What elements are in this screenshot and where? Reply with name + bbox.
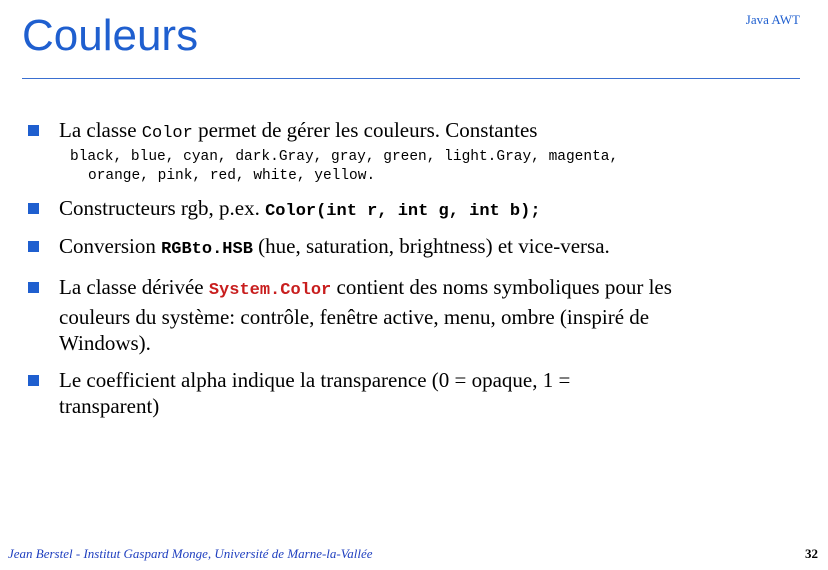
footer-author: Jean Berstel - Institut Gaspard Monge, Université de Marne-la-Vallée bbox=[8, 546, 373, 561]
code-system-color: System.Color bbox=[208, 281, 332, 300]
bullet-text: La classe Color permet de gérer les couleurs. Constantes bbox=[59, 118, 538, 143]
constants-line-2: orange, pink, red, white, yellow. bbox=[88, 168, 376, 184]
bullet-conversion bbox=[28, 233, 610, 263]
square-bullet-icon bbox=[28, 241, 39, 252]
square-bullet-icon bbox=[28, 375, 39, 386]
bullet-system-color bbox=[28, 274, 728, 356]
page-number: 32 bbox=[805, 546, 818, 561]
bullet-text: Constructeurs rgb, p.ex. Color(int r, int g, int b); bbox=[59, 196, 541, 221]
square-bullet-icon bbox=[28, 282, 39, 293]
header-label: Java AWT bbox=[745, 12, 800, 27]
bullet-text: Conversion RGBto.HSB (hue, saturation, brightness) et vice-versa. bbox=[59, 234, 610, 259]
square-bullet-icon bbox=[28, 203, 39, 214]
code-color: Color bbox=[141, 124, 193, 143]
slide-title: Couleurs bbox=[22, 11, 199, 60]
title-divider bbox=[22, 78, 800, 79]
bullet-alpha bbox=[28, 367, 668, 419]
constants-list bbox=[70, 148, 618, 186]
bullet-constructors bbox=[28, 195, 541, 225]
bullet-text: La classe dérivée System.Color contient des noms symboliques pour les couleurs du système: contrôle, fenêtre active, menu, ombre (inspiré de Windows). bbox=[59, 275, 672, 355]
bullet-text: Le coefficient alpha indique la transparence (0 = opaque, 1 = transparent) bbox=[59, 368, 571, 418]
code-constructor: Color(int r, int g, int b); bbox=[265, 202, 541, 221]
square-bullet-icon bbox=[28, 125, 39, 136]
constants-line-1: black, blue, cyan, dark.Gray, gray, green, light.Gray, magenta, bbox=[70, 149, 619, 165]
bullet-color-class bbox=[28, 117, 537, 147]
code-rgbtohsb: RGBto.HSB bbox=[161, 240, 253, 259]
